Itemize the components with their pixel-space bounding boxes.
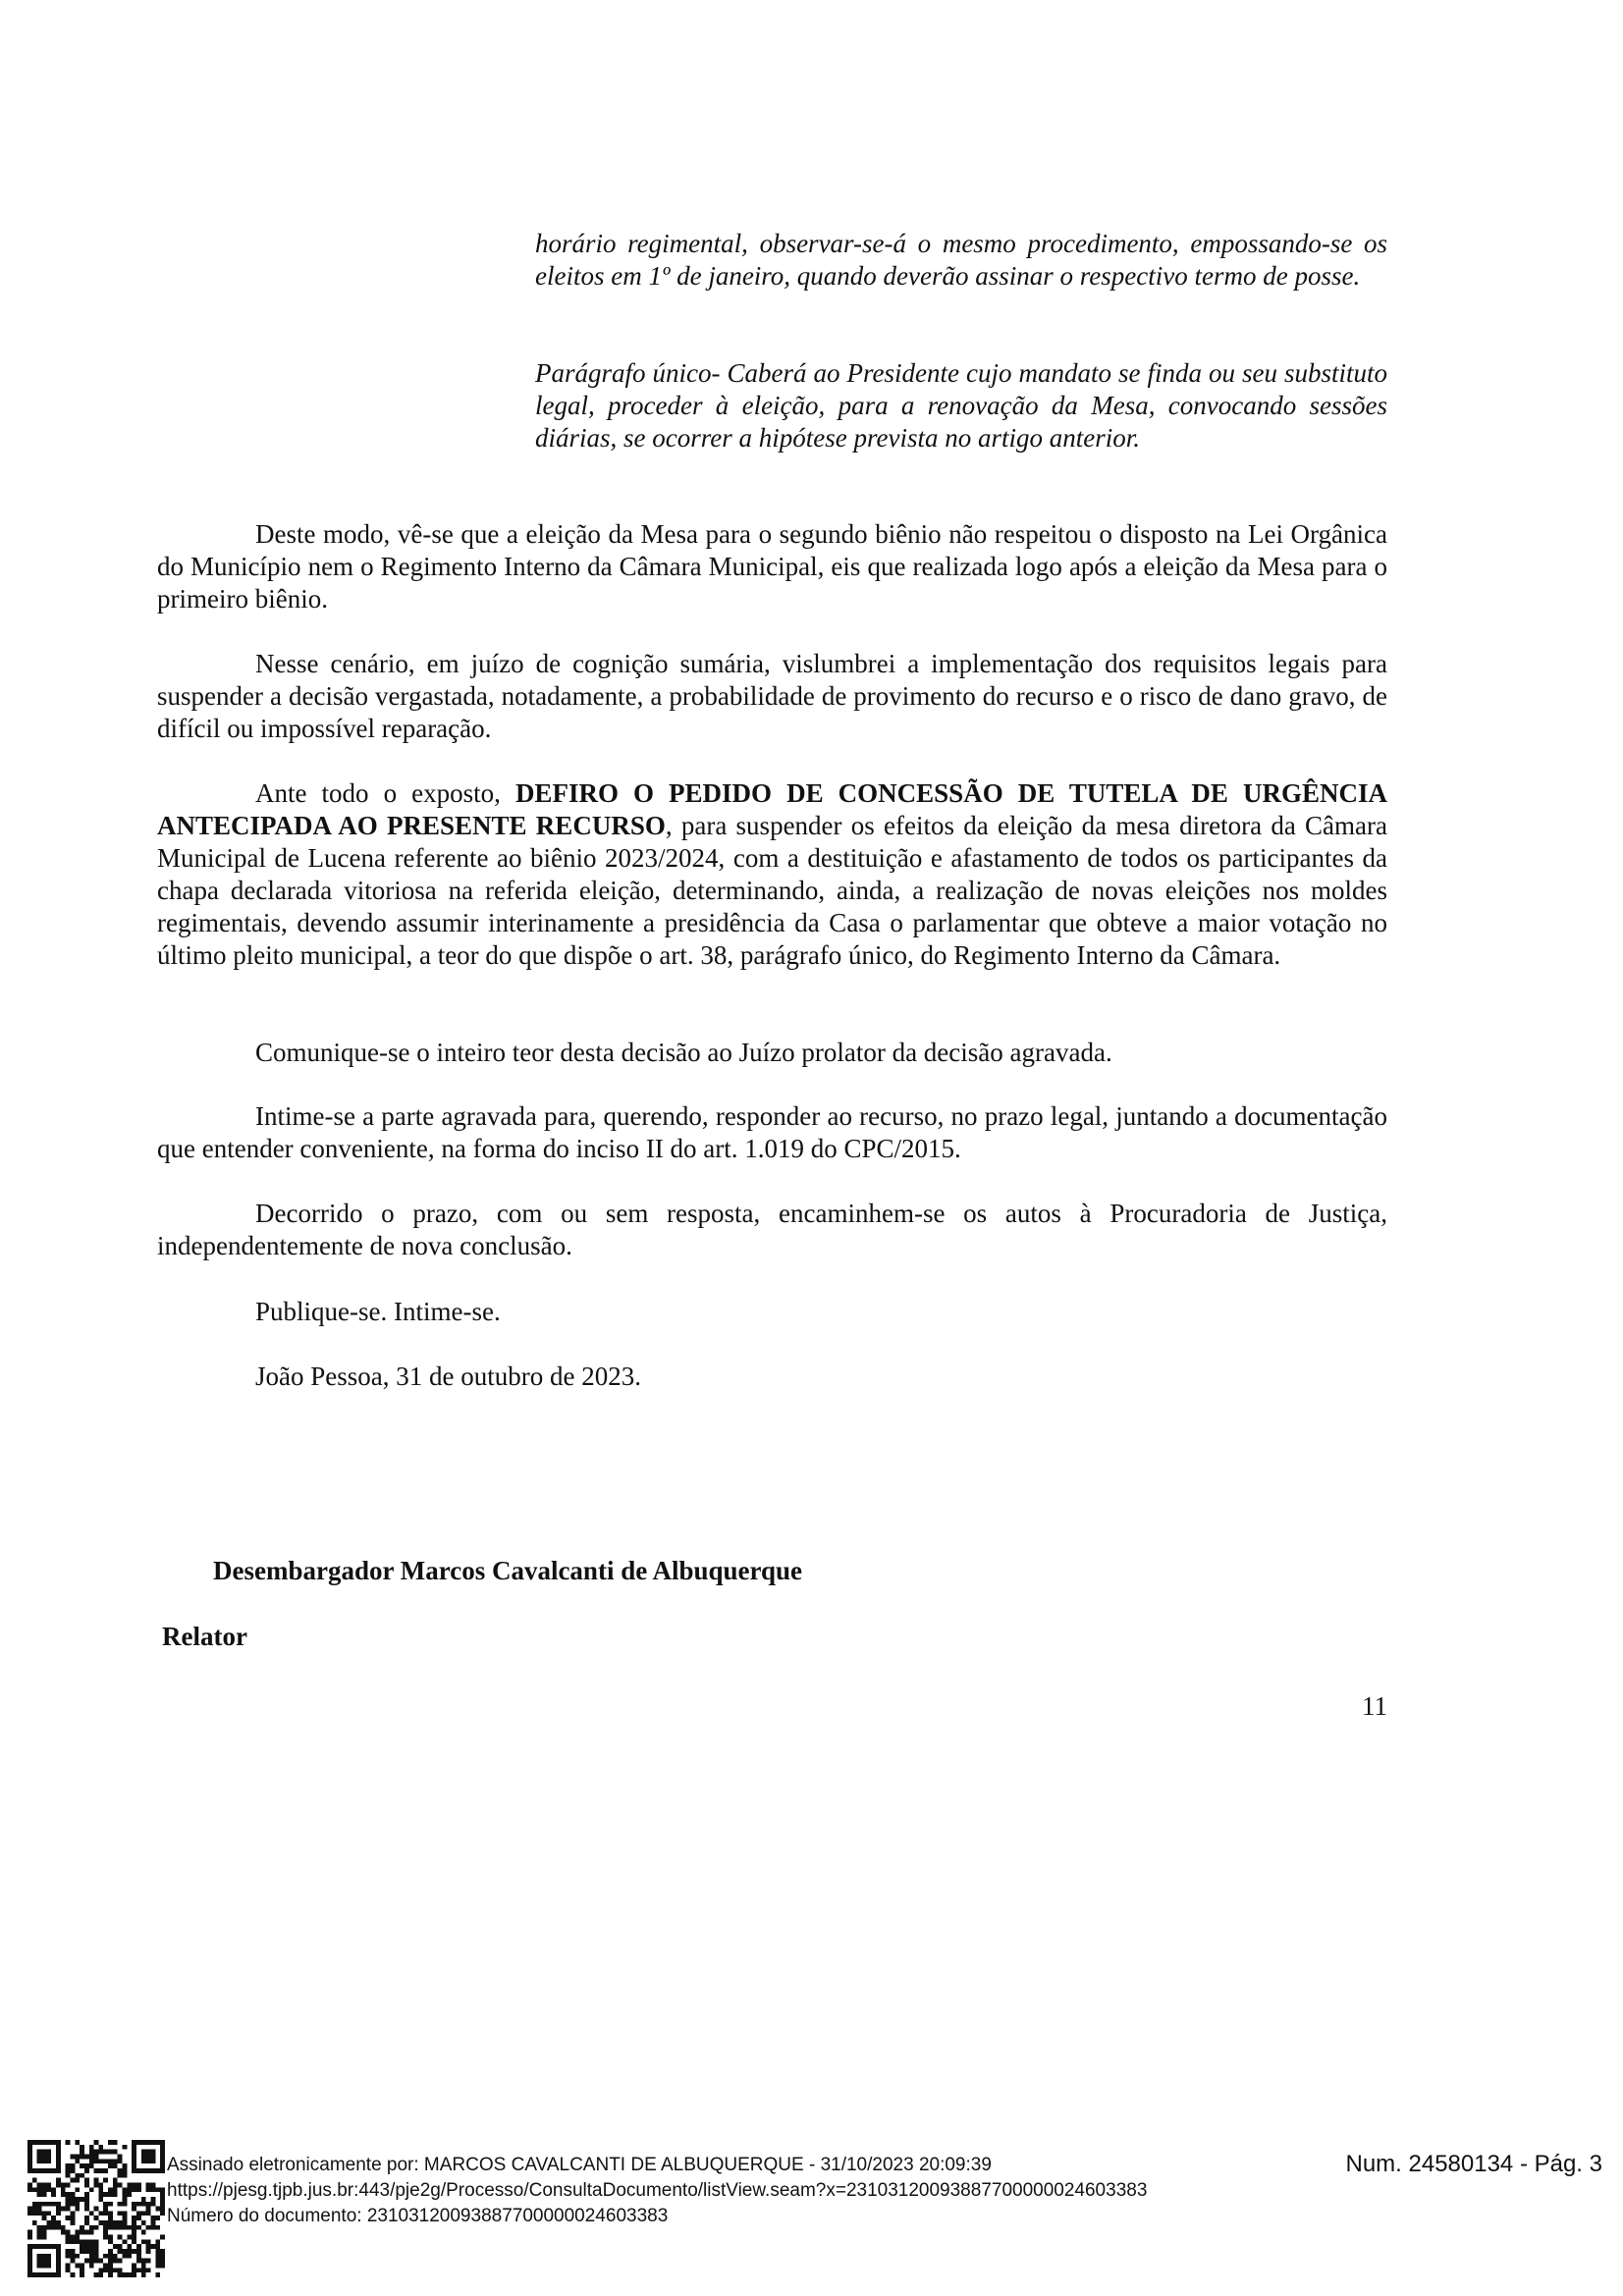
signature-name: Desembargador Marcos Cavalcanti de Albuquerque bbox=[213, 1556, 803, 1585]
page-number: 11 bbox=[1362, 1691, 1387, 1721]
body-paragraph-6: Decorrido o prazo, com ou sem resposta, encaminhem-se os autos à Procuradoria de Justiça, independentemente de nova conclusão. bbox=[157, 1199, 1387, 1260]
body-paragraph-3 bbox=[157, 777, 1387, 972]
footer-signed-by: Assinado eletronicamente por: MARCOS CAVALCANTI DE ALBUQUERQUE - 31/10/2023 20:09:39 bbox=[167, 2155, 992, 2175]
decision-bold-text: DEFIRO O PEDIDO DE CONCESSÃO DE TUTELA DE URGÊNCIA ANTECIPADA AO PRESENTE RECURSO bbox=[157, 778, 1387, 840]
quote-paragraph-1: horário regimental, observar-se-á o mesmo procedimento, empossando-se os eleitos em 1º de janeiro, quando deverão assinar o respectivo termo de posse. bbox=[535, 229, 1387, 291]
body-paragraph-3-start: Ante todo o exposto, bbox=[255, 778, 515, 808]
date-line: João Pessoa, 31 de outubro de 2023. bbox=[255, 1362, 641, 1391]
body-paragraph-5: Intime-se a parte agravada para, querendo, responder ao recurso, no prazo legal, juntando a documentação que entender conveniente, na forma do inciso II do art. 1.019 do CPC/2015. bbox=[157, 1101, 1387, 1163]
signature-role: Relator bbox=[162, 1622, 247, 1651]
footer-doc-number: Número do documento: 23103120093887700000024603383 bbox=[167, 2206, 669, 2226]
footer-num-page: Num. 24580134 - Pág. 3 bbox=[1345, 2151, 1602, 2177]
body-paragraph-4: Comunique-se o inteiro teor desta decisão ao Juízo prolator da decisão agravada. bbox=[255, 1038, 1112, 1067]
publish-line: Publique-se. Intime-se. bbox=[255, 1297, 501, 1326]
body-paragraph-1: Deste modo, vê-se que a eleição da Mesa para o segundo biênio não respeitou o disposto na Lei Orgânica do Município nem o Regimento Interno da Câmara Municipal, eis que realizada logo após a eleição da Mesa para o primeiro biênio. bbox=[157, 519, 1387, 614]
footer-url[interactable]: https://pjesg.tjpb.jus.br:443/pje2g/Processo/ConsultaDocumento/listView.seam?x=23103120093887700000024603383 bbox=[167, 2180, 1148, 2201]
qr-code-icon bbox=[27, 2140, 165, 2277]
body-paragraph-2: Nesse cenário, em juízo de cognição sumária, vislumbrei a implementação dos requisitos legais para suspender a decisão vergastada, notadamente, a probabilidade de provimento do recurso e o risco de dano gravo, de difícil ou impossível reparação. bbox=[157, 649, 1387, 743]
body-paragraph-3-rest: , para suspender os efeitos da eleição da mesa diretora da Câmara Municipal de Lucena referente ao biênio 2023/2024, com a destituição e afastamento de todos os participantes da chapa declarada vitoriosa na referida eleição, determinando, ainda, a realização de novas eleições nos moldes regimentais, devendo assumir interinamente a presidência da Casa o parlamentar que obteve a maior votação no último pleito municipal, a teor do que dispõe o art. 38, parágrafo único, do Regimento Interno da Câmara. bbox=[157, 811, 1388, 970]
quote-paragraph-2: Parágrafo único- Caberá ao Presidente cujo mandato se finda ou seu substituto legal, proceder à eleição, para a renovação da Mesa, convocando sessões diárias, se ocorrer a hipótese prevista no artigo anterior. bbox=[535, 358, 1387, 453]
